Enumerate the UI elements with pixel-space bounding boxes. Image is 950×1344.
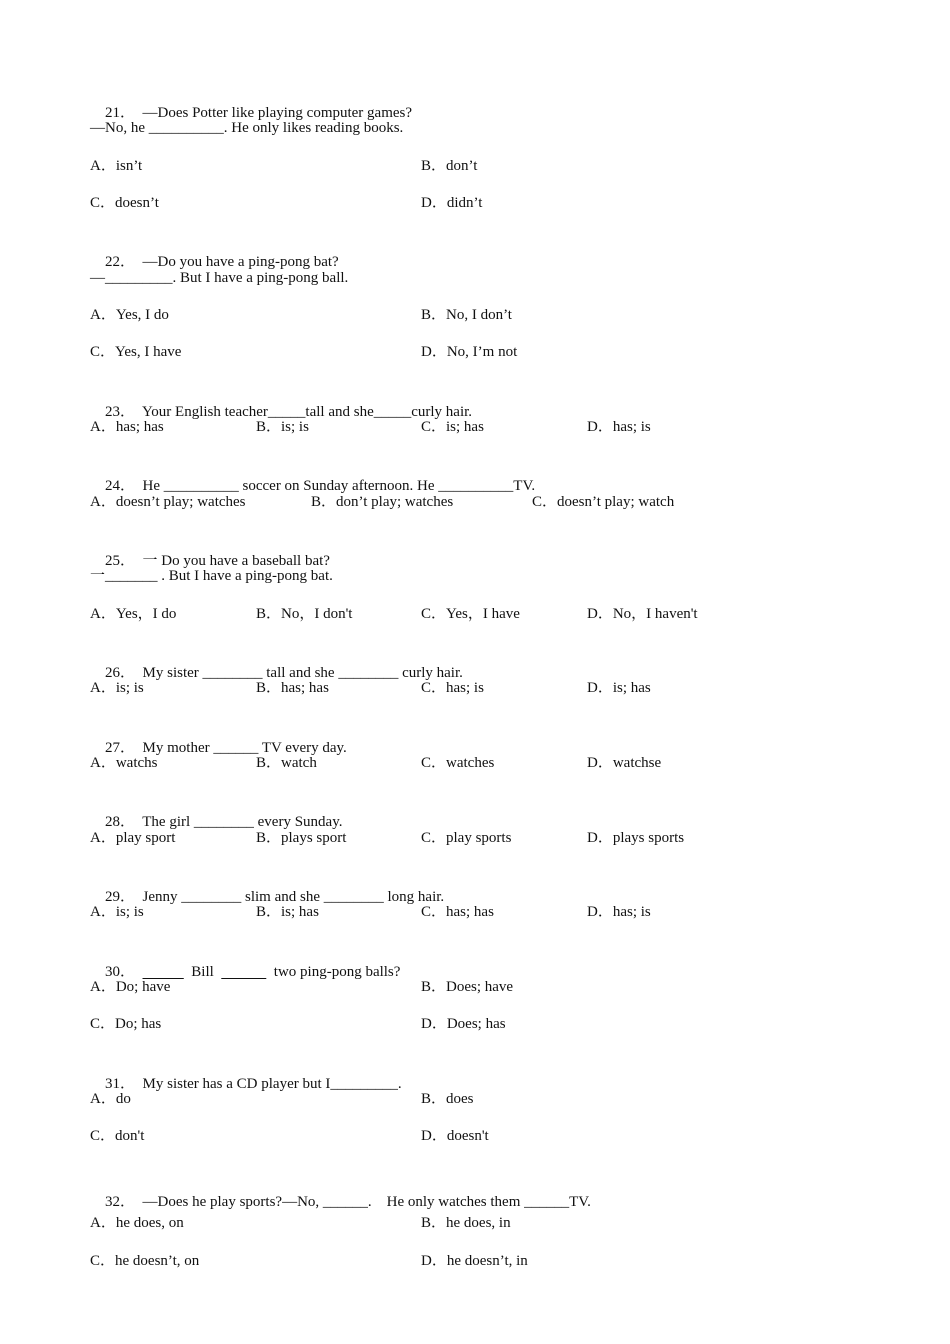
question-28 (90, 789, 343, 830)
option-31-d[interactable]: D．doesn't (421, 1128, 489, 1144)
option-28-a[interactable]: A．play sport (90, 830, 176, 846)
question-stem: —Does Potter like playing computer games? (142, 105, 413, 121)
option-31-a[interactable]: A．do (90, 1091, 131, 1107)
question-21 (90, 80, 413, 121)
question-number: 31． (105, 1076, 136, 1092)
question-stem: Your English teacher_____tall and she_____curly hair. (141, 404, 473, 420)
question-number: 25． (105, 553, 136, 569)
question-21-response: —No, he __________. He only likes reading books. (90, 120, 404, 136)
question-number: 24． (105, 478, 136, 494)
option-30-a[interactable]: A．Do; have (90, 979, 171, 995)
question-stem: He __________ soccer on Sunday afternoon. He __________TV. (142, 478, 536, 494)
answer-blank-2 (221, 964, 266, 980)
option-29-c[interactable]: C．has; has (421, 904, 494, 920)
option-31-b[interactable]: B．does (421, 1091, 474, 1107)
option-22-d[interactable]: D．No, I’m not (421, 344, 518, 360)
question-number: 22． (105, 254, 136, 270)
option-21-a[interactable]: A．isn’t (90, 158, 143, 174)
option-21-b[interactable]: B．don’t (421, 158, 478, 174)
question-number: 21． (105, 105, 136, 121)
option-25-b[interactable]: B．No，I don't (256, 606, 353, 622)
option-30-b[interactable]: B．Does; have (421, 979, 514, 995)
option-22-b[interactable]: B．No, I don’t (421, 307, 512, 323)
option-27-d[interactable]: D．watchse (587, 755, 662, 771)
option-32-a[interactable]: A．he does, on (90, 1215, 184, 1231)
option-28-c[interactable]: C．play sports (421, 830, 512, 846)
option-26-c[interactable]: C．has; is (421, 680, 484, 696)
option-26-d[interactable]: D．is; has (587, 680, 651, 696)
question-26 (90, 640, 463, 681)
option-27-c[interactable]: C．watches (421, 755, 495, 771)
question-number: 28． (105, 814, 136, 830)
question-number: 32． (105, 1194, 136, 1210)
option-32-c[interactable]: C．he doesn’t, on (90, 1253, 200, 1269)
question-stem: My sister ________ tall and she ________ curly hair. (142, 665, 463, 681)
question-stem: My mother ______ TV every day. (142, 740, 347, 756)
question-number: 29． (105, 889, 136, 905)
option-22-c[interactable]: C．Yes, I have (90, 344, 182, 360)
question-stem: Jenny ________ slim and she ________ long hair. (142, 889, 445, 905)
option-28-b[interactable]: B．plays sport (256, 830, 347, 846)
question-number: 30． (105, 964, 136, 980)
option-27-b[interactable]: B．watch (256, 755, 317, 771)
option-22-a[interactable]: A．Yes, I do (90, 307, 169, 323)
question-25 (90, 528, 330, 569)
question-31 (90, 1051, 402, 1092)
option-29-b[interactable]: B．is; has (256, 904, 319, 920)
option-28-d[interactable]: D．plays sports (587, 830, 685, 846)
question-32 (90, 1169, 591, 1210)
option-23-d[interactable]: D．has; is (587, 419, 651, 435)
question-25-response: 一_______ . But I have a ping-pong bat. (90, 568, 333, 584)
option-24-c[interactable]: C．doesn’t play; watch (532, 494, 675, 510)
option-24-b[interactable]: B．don’t play; watches (311, 494, 454, 510)
option-32-d[interactable]: D．he doesn’t, in (421, 1253, 528, 1269)
question-23 (90, 379, 473, 420)
option-21-c[interactable]: C．doesn’t (90, 195, 159, 211)
question-29 (90, 864, 445, 905)
option-24-a[interactable]: A．doesn’t play; watches (90, 494, 246, 510)
option-32-b[interactable]: B．he does, in (421, 1215, 511, 1231)
option-30-c[interactable]: C．Do; has (90, 1016, 162, 1032)
question-24 (90, 453, 536, 494)
option-23-a[interactable]: A．has; has (90, 419, 164, 435)
option-26-b[interactable]: B．has; has (256, 680, 329, 696)
question-22-response: —_________. But I have a ping-pong ball. (90, 270, 349, 286)
option-30-d[interactable]: D．Does; has (421, 1016, 506, 1032)
question-stem: 一 Do you have a baseball bat? (142, 553, 330, 569)
option-25-a[interactable]: A．Yes，I do (90, 606, 177, 622)
question-number: 23． (105, 404, 136, 420)
question-stem: —Does he play sports?—No, ______. He only watches them ______TV. (142, 1194, 591, 1210)
question-number: 26． (105, 665, 136, 681)
question-30 (90, 939, 401, 980)
question-stem-mid: Bill (183, 964, 222, 980)
question-27 (90, 715, 347, 756)
question-stem-end: two ping-pong balls? (266, 964, 401, 980)
option-25-d[interactable]: D．No，I haven't (587, 606, 698, 622)
option-27-a[interactable]: A．watchs (90, 755, 158, 771)
question-stem: My sister has a CD player but I_________. (142, 1076, 402, 1092)
question-stem: The girl ________ every Sunday. (142, 814, 343, 830)
option-29-a[interactable]: A．is; is (90, 904, 144, 920)
option-23-b[interactable]: B．is; is (256, 419, 309, 435)
option-31-c[interactable]: C．don't (90, 1128, 145, 1144)
question-stem: —Do you have a ping-pong bat? (142, 254, 339, 270)
option-23-c[interactable]: C．is; has (421, 419, 484, 435)
question-22 (90, 229, 339, 270)
option-21-d[interactable]: D．didn’t (421, 195, 483, 211)
option-25-c[interactable]: C．Yes，I have (421, 606, 520, 622)
option-26-a[interactable]: A．is; is (90, 680, 144, 696)
option-29-d[interactable]: D．has; is (587, 904, 651, 920)
question-number: 27． (105, 740, 136, 756)
